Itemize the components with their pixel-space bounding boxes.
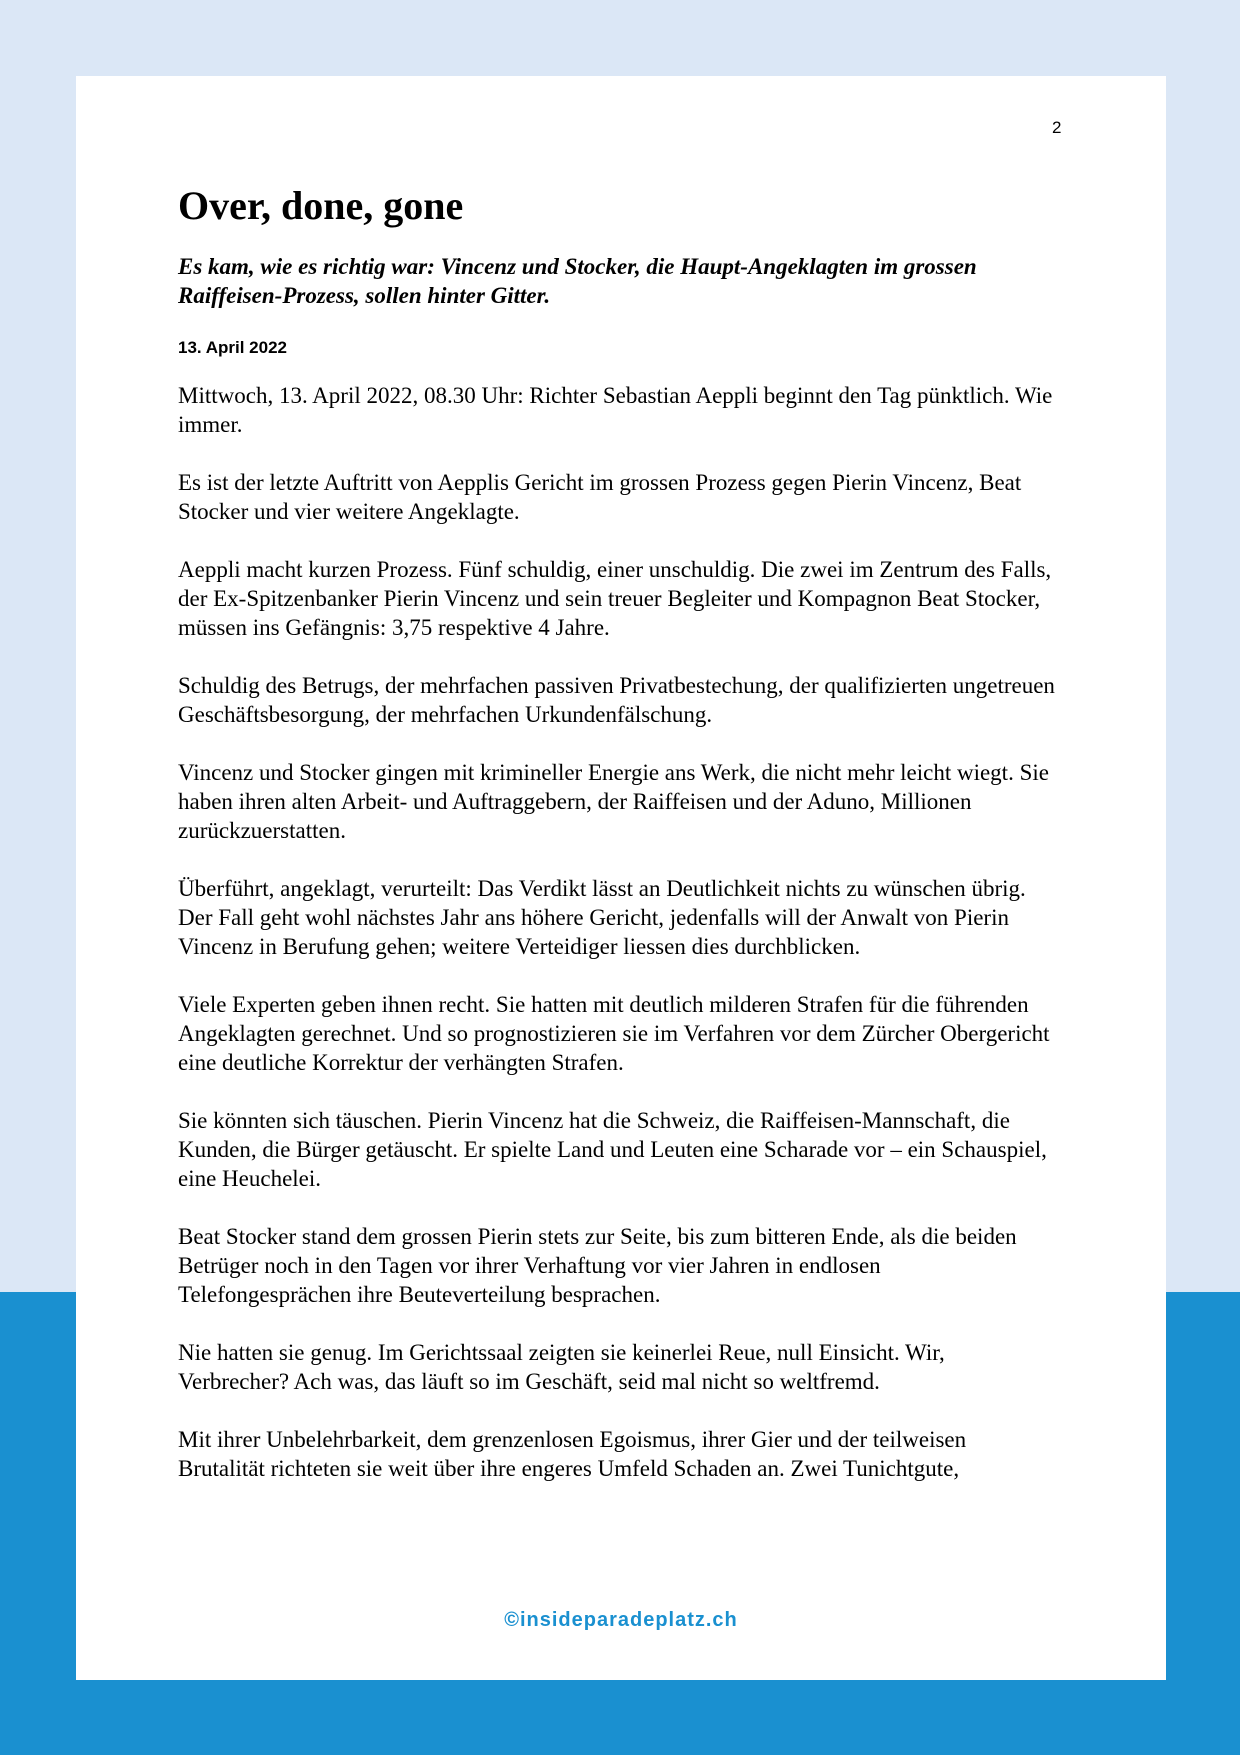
article-paragraph: Beat Stocker stand dem grossen Pierin stets zur Seite, bis zum bitteren Ende, als die beiden Betrüger noch in den Tagen vor ihrer Verhaftung vor vier Jahren in endlosen Telefongesprächen ihre Beuteverteilung besprachen. (178, 1224, 1017, 1307)
article-paragraph: Überführt, angeklagt, verurteilt: Das Verdikt lässt an Deutlichkeit nichts zu wünschen übrig. Der Fall geht wohl nächstes Jahr ans höhere Gericht, jedenfalls will der Anwalt von Pierin Vincenz in Berufung gehen; weitere Verteidiger liessen dies durchblicken. (178, 876, 1026, 959)
article-lead: Es kam, wie es richtig war: Vincenz und Stocker, die Haupt-Angeklagten im grossen Raiffeisen-Prozess, sollen hinter Gitter. (178, 254, 977, 308)
article-body (178, 381, 1058, 1483)
article-paragraph: Aeppli macht kurzen Prozess. Fünf schuldig, einer unschuldig. Die zwei im Zentrum des Falls, der Ex-Spitzenbanker Pierin Vincenz und sein treuer Begleiter und Kompagnon Beat Stocker, müssen ins Gefängnis: 3,75 respektive 4 Jahre. (178, 557, 1052, 640)
article-paragraph: Vincenz und Stocker gingen mit krimineller Energie ans Werk, die nicht mehr leicht wiegt. Sie haben ihren alten Arbeit- und Auftraggebern, der Raiffeisen und der Aduno, Millionen zurückzuerstatten. (178, 760, 1049, 843)
article-paragraph: Sie könnten sich täuschen. Pierin Vincenz hat die Schweiz, die Raiffeisen-Mannschaft, die Kunden, die Bürger getäuscht. Er spielte Land und Leuten eine Scharade vor – ein Schauspiel, eine Heuchelei. (178, 1108, 1047, 1191)
article-paragraph: Schuldig des Betrugs, der mehrfachen passiven Privatbestechung, der qualifizierten ungetreuen Geschäftsbesorgung, der mehrfachen Urkundenfälschung. (178, 673, 1055, 727)
article-paragraph: Mit ihrer Unbelehrbarkeit, dem grenzenlosen Egoismus, ihrer Gier und der teilweisen Brutalität richteten sie weit über ihre engeres Umfeld Schaden an. Zwei Tunichtgute, (178, 1427, 967, 1481)
article-paragraph: Nie hatten sie genug. Im Gerichtssaal zeigten sie keinerlei Reue, null Einsicht. Wir, Verbrecher? Ach was, das läuft so im Geschäft, seid mal nicht so weltfremd. (178, 1340, 945, 1394)
article-title: Over, done, gone (178, 183, 464, 228)
article-date: 13. April 2022 (178, 338, 287, 357)
article (178, 182, 1058, 1512)
article-paragraph: Es ist der letzte Auftritt von Aepplis Gericht im grossen Prozess gegen Pierin Vincenz, Beat Stocker und vier weitere Angeklagte. (178, 470, 1022, 524)
article-paragraph: Viele Experten geben ihnen recht. Sie hatten mit deutlich milderen Strafen für die führenden Angeklagten gerechnet. Und so prognostizieren sie im Verfahren vor dem Zürcher Obergericht eine deutliche Korrektur der verhängten Strafen. (178, 992, 1050, 1075)
article-paragraph: Mittwoch, 13. April 2022, 08.30 Uhr: Richter Sebastian Aeppli beginnt den Tag pünktlich. Wie immer. (178, 383, 1053, 437)
footer-copyright: ©insideparadeplatz.ch (504, 1609, 738, 1631)
page-number: 2 (1052, 118, 1062, 137)
